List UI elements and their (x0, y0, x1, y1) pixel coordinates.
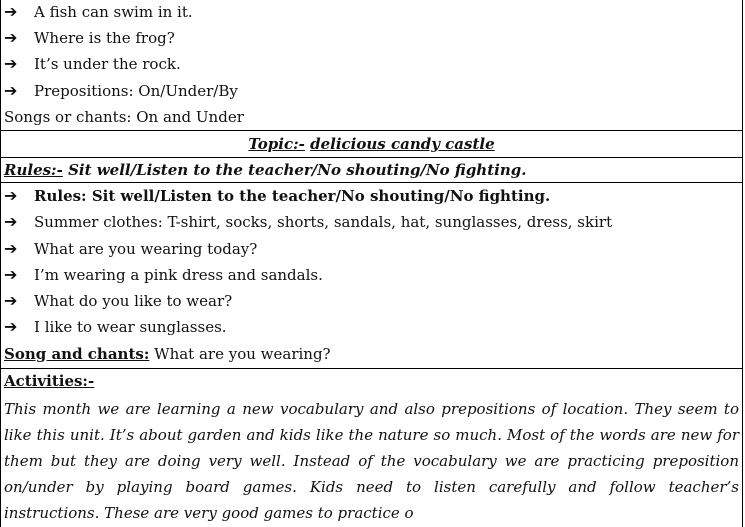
bullet-item: ➔ Prepositions: On/Under/By (4, 79, 238, 103)
rules-label: Rules:- (4, 161, 63, 179)
bullet-item: ➔ A fish can swim in it. (4, 0, 193, 24)
arrow-right-icon: ➔ (4, 81, 18, 100)
row-divider (0, 182, 743, 183)
arrow-right-icon: ➔ (4, 265, 18, 284)
bullet-item: ➔ I like to wear sunglasses. (4, 315, 227, 339)
bullet-item: ➔ Where is the frog? (4, 26, 175, 50)
row-divider (0, 130, 743, 131)
song-label: Song and chants: (4, 345, 150, 363)
activities-paragraph: This month we are learning a new vocabulary and also prepositions of location. They seem to like this unit. It’s about garden and kids like the nature so much. Most of the words are new for them but they are doing very well. Instead of the vocabulary we are practicing preposition on/under by playing board games. Kids need to listen carefully and follow teacher’s instructions. These are very good games to practice o (4, 400, 739, 522)
arrow-right-icon: ➔ (4, 54, 18, 73)
rules-text: Sit well/Listen to the teacher/No shouting/No fighting. (68, 161, 527, 179)
arrow-right-icon: ➔ (4, 28, 18, 47)
arrow-right-icon: ➔ (4, 2, 18, 21)
bullet-item: ➔ I’m wearing a pink dress and sandals. (4, 263, 323, 287)
song-line (4, 342, 331, 366)
topic-label: Topic:- (248, 135, 305, 153)
arrow-right-icon: ➔ (4, 212, 18, 231)
arrow-right-icon: ➔ (4, 186, 18, 205)
bullet-item: ➔ Rules: Sit well/Listen to the teacher/No shouting/No fighting. (4, 184, 550, 208)
songs-line: Songs or chants: On and Under (4, 108, 244, 126)
arrow-right-icon: ➔ (4, 239, 18, 258)
rules-line (4, 158, 526, 182)
bullet-item: ➔ What do you like to wear? (4, 289, 232, 313)
bullet-item: ➔ It’s under the rock. (4, 52, 181, 76)
row-divider (0, 368, 743, 369)
activities-heading: Activities:- (4, 372, 95, 390)
bullet-item: ➔ What are you wearing today? (4, 237, 257, 261)
arrow-right-icon: ➔ (4, 291, 18, 310)
topic-row (0, 132, 743, 156)
song-value: What are you wearing? (154, 345, 331, 363)
arrow-right-icon: ➔ (4, 317, 18, 336)
bullet-item: ➔ Summer clothes: T-shirt, socks, shorts, sandals, hat, sunglasses, dress, skirt (4, 210, 612, 234)
topic-value: delicious candy castle (310, 135, 495, 153)
